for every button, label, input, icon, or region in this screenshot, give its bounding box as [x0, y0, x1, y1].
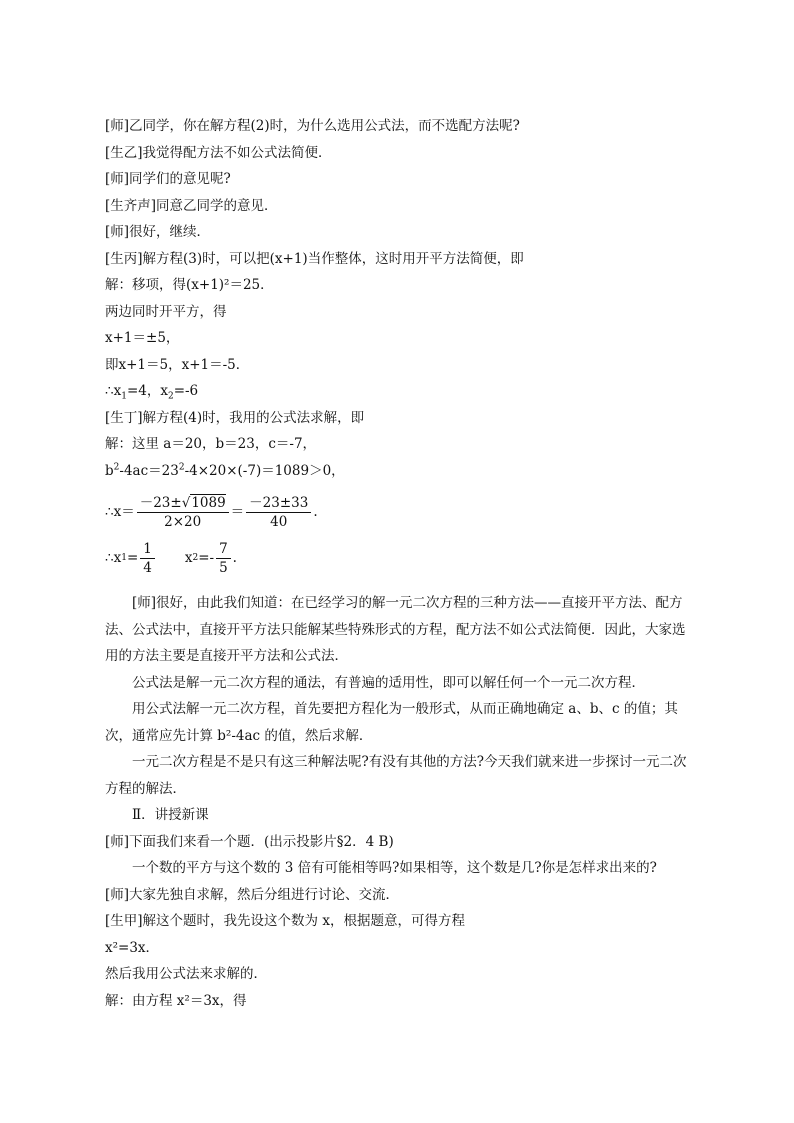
text-line: 一个数的平方与这个数的 3 倍有可能相等吗?如果相等，这个数是几?你是怎样求出来的? — [132, 860, 657, 876]
text-line: 解：移项，得(x+1)²＝25． — [105, 277, 274, 293]
section-heading: Ⅱ．讲授新课 — [132, 807, 209, 823]
text-line: [师]乙同学，你在解方程(2)时，为什么选用公式法，而不选配方法呢? — [105, 118, 520, 134]
paragraph: [师]很好，由此我们知道：在已经学习的解一元二次方程的三种方法——直接开平方法、配方法、公式法中，直接开平方法只能解某些特殊形式的方程，配方法不如公式法简便．因此，大家选用的方法主要是直接开平方法和公式法． — [105, 595, 686, 664]
fraction-root-1: $\frac{1}{4}$ — [140, 540, 155, 577]
fraction-2: $\frac{-23\pm 33}{40}$ — [246, 494, 311, 531]
paragraph: 一元二次方程是不是只有这三种解法呢?有没有其他的方法?今天我们就来进一步探讨一元二次方程的解法． — [105, 754, 687, 797]
text-line: x+1＝±5， — [105, 330, 180, 346]
text-line: 即x+1＝5，x+1＝-5． — [105, 356, 250, 373]
text-line: x²=3x． — [105, 939, 160, 956]
text-line: [生丁]解方程(4)时，我用的公式法求解，即 — [105, 409, 365, 426]
text-line: [师]下面我们来看一个题．(出示投影片§2．4 B) — [105, 833, 394, 850]
roots-equation-4: ∴x 1 = $\frac{1}{4}$ x 2 =- $\frac{7}{5}$ . — [105, 540, 237, 576]
paragraph: 用公式法解一元二次方程，首先要把方程化为一般形式，从而正确地确定 a、b、c 的值；其次，通常应先计算 b²-4ac 的值，然后求解． — [105, 701, 678, 744]
text-line: 解：这里 a＝20，b＝23，c＝-7， — [105, 436, 317, 452]
paragraph: 公式法是解一元二次方程的通法，有普遍的适用性，即可以解任何一个一元二次方程． — [132, 674, 645, 691]
discriminant-line: $b^2-4ac=23^2-4\times 20\times(-7)=1089>0$， — [105, 462, 345, 479]
text-line: [生甲]解这个题时，我先设这个数为 x，根据题意，可得方程 — [105, 913, 465, 929]
text-line: [师]同学们的意见呢? — [105, 171, 231, 187]
text-line: 两边同时开平方，得 — [105, 303, 227, 320]
text-line: [师]大家先独自求解，然后分组进行讨论、交流． — [105, 886, 400, 903]
fraction-1: $\frac{-23\pm√1089}{2\times 20}$ — [137, 494, 229, 531]
text-line: 解：由方程 x²＝3x，得 — [105, 992, 247, 1009]
roots-equation-3: $\therefore x_1=4$，$x_2=-6$ — [105, 383, 199, 402]
text-line: [师]很好，继续． — [105, 224, 211, 240]
text-line: [生乙]我觉得配方法不如公式法简便． — [105, 144, 332, 161]
document-body — [105, 113, 695, 1014]
quadratic-formula-line: ∴x＝ $\frac{-23\pm√1089}{2\times 20}$ ＝ $\frac{-23\pm 33}{40}$ . — [105, 494, 318, 530]
text-line: [生丙]解方程(3)时，可以把(x+1)当作整体，这时用开平方法简便，即 — [105, 250, 524, 267]
text-line: 然后我用公式法来求解的． — [105, 966, 267, 982]
text-line: [生齐声]同意乙同学的意见． — [105, 197, 278, 214]
fraction-root-2: $\frac{7}{5}$ — [216, 540, 231, 577]
